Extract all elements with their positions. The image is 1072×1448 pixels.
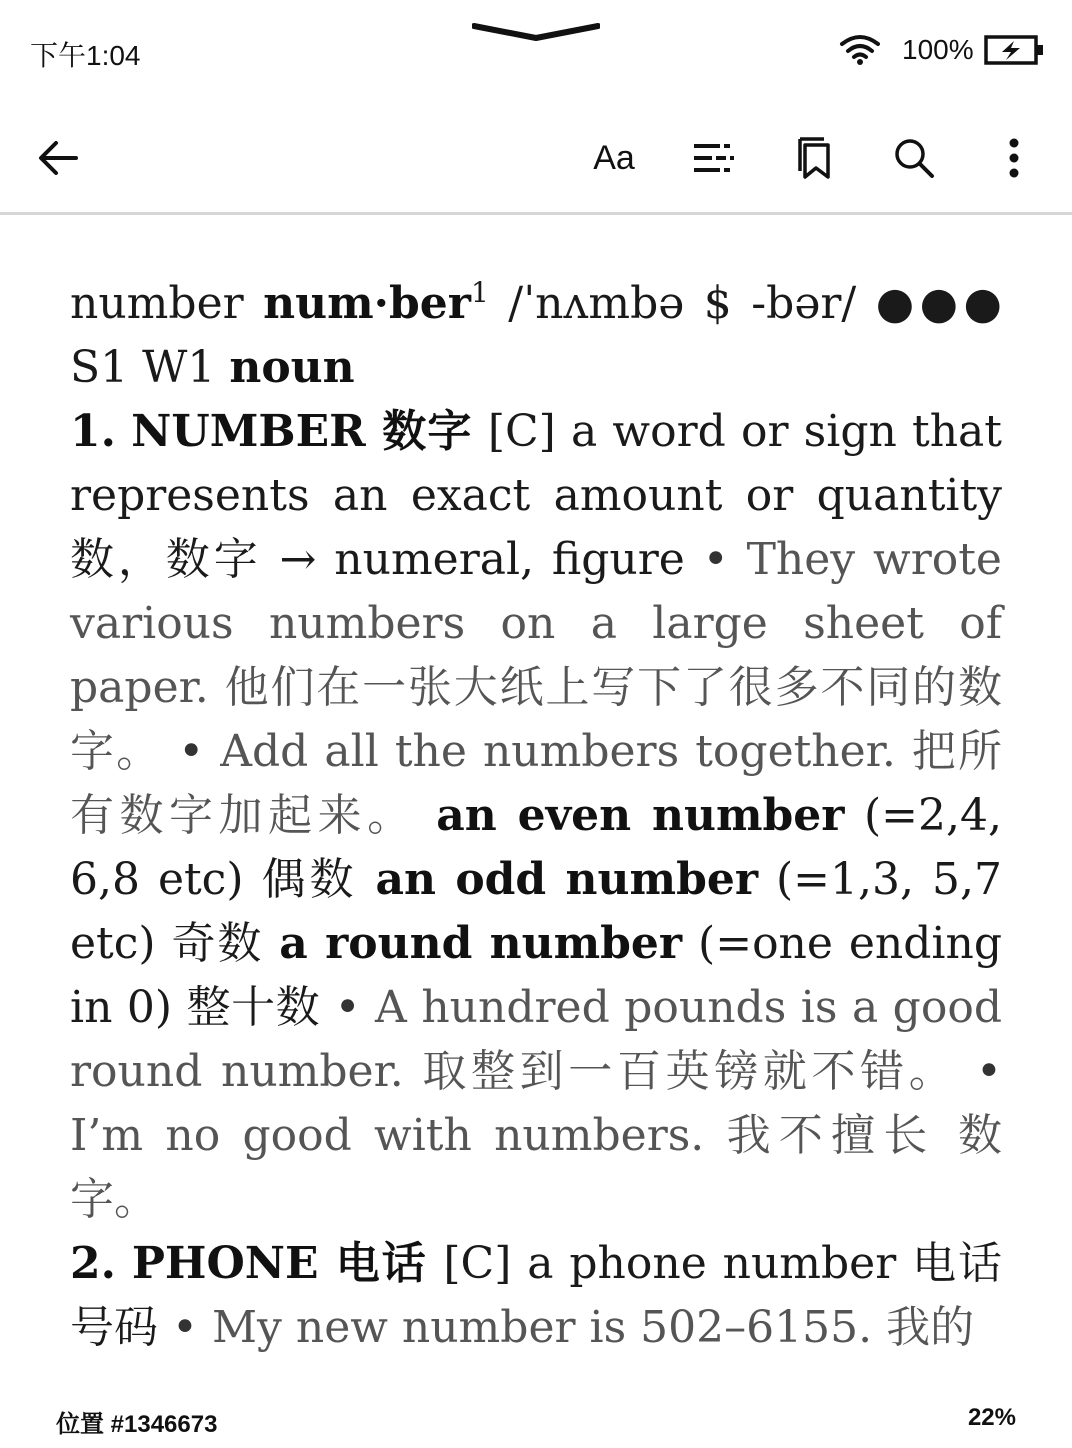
back-button[interactable] (30, 132, 86, 184)
table-of-contents-icon (692, 140, 736, 176)
reading-progress-footer[interactable] (0, 1398, 1072, 1448)
wifi-icon (838, 32, 882, 66)
headword: num·ber (263, 278, 471, 329)
collocation-definition: (=2,4, 6,8 etc) 偶数 (70, 790, 1003, 905)
sense-number: 1. (70, 406, 116, 457)
more-options-button[interactable] (994, 132, 1034, 184)
collocation: an odd number (375, 854, 759, 905)
example-sentence: My new number is 502–6155. 我的 (211, 1302, 975, 1353)
frequency-dots: ●●● (875, 278, 1002, 329)
definition: a word or sign that represents an exact amount or quantity 数，数字 (70, 406, 1002, 585)
headword-plain: number (70, 278, 244, 329)
grammar-code: [C] (443, 1238, 512, 1289)
pronunciation: /ˈnʌmbə $ -bər/ (508, 278, 857, 329)
reader-toolbar (0, 100, 1072, 215)
arrow-left-icon (36, 138, 80, 178)
bookmark-icon (796, 136, 832, 180)
search-icon (893, 137, 935, 179)
battery-charging-icon (984, 34, 1046, 66)
collocation-definition: (=one ending in 0) 整十数 (70, 918, 1002, 1033)
sense-2 (70, 1232, 1002, 1360)
homograph-number: 1 (470, 276, 489, 309)
progress-percent[interactable]: 22% (967, 1404, 1016, 1431)
location-indicator[interactable]: 位置 #1346673 (56, 1411, 218, 1438)
collocation: an even number (436, 790, 845, 841)
battery-percentage: 100% (902, 34, 974, 65)
bullet: • (702, 534, 729, 585)
part-of-speech: noun (229, 342, 355, 393)
table-of-contents-button[interactable] (688, 132, 740, 184)
bookmark-button[interactable] (790, 132, 838, 184)
collocation-definition: (=1,3, 5,7 etc) 奇数 (70, 854, 1002, 969)
frequency-levels: S1 W1 (70, 342, 216, 393)
example-sentence: I’m no good with numbers. 我不擅长 数字。 (70, 1110, 1002, 1225)
bullet: • (178, 726, 205, 777)
related-words-link[interactable]: numeral, figure (334, 534, 685, 585)
sense-1 (70, 400, 1002, 1232)
bullet: • (334, 982, 361, 1033)
more-vertical-icon (1008, 138, 1020, 178)
sense-number: 2. (70, 1238, 116, 1289)
status-time: 下午1:04 (30, 40, 141, 71)
bullet: • (172, 1302, 198, 1353)
collocation: a round number (279, 918, 683, 969)
entry-header (70, 272, 1002, 400)
status-bar (0, 0, 1072, 100)
font-settings-button[interactable]: Aa (593, 138, 635, 177)
example-sentence: They wrote various numbers on a large sheet of paper. 他们在一张大纸上写下了很多不同的数字。 (70, 534, 1002, 777)
dictionary-entry-content (70, 272, 1002, 1360)
grammar-code: [C] (487, 406, 556, 457)
pull-down-handle-icon[interactable] (472, 20, 600, 46)
sense-signpost: NUMBER 数字 (131, 406, 473, 457)
bullet: • (976, 1046, 1002, 1097)
example-sentence: A hundred pounds is a good round number. 取整到一百英镑就不错。 (70, 982, 1002, 1097)
search-button[interactable] (888, 132, 940, 184)
cross-reference-arrow: → (279, 534, 317, 585)
sense-signpost: PHONE 电话 (131, 1238, 428, 1289)
example-sentence: Add all the numbers together. 把所有数字加起来。 (70, 726, 1002, 841)
definition: a phone number 电话号码 (70, 1238, 1002, 1353)
